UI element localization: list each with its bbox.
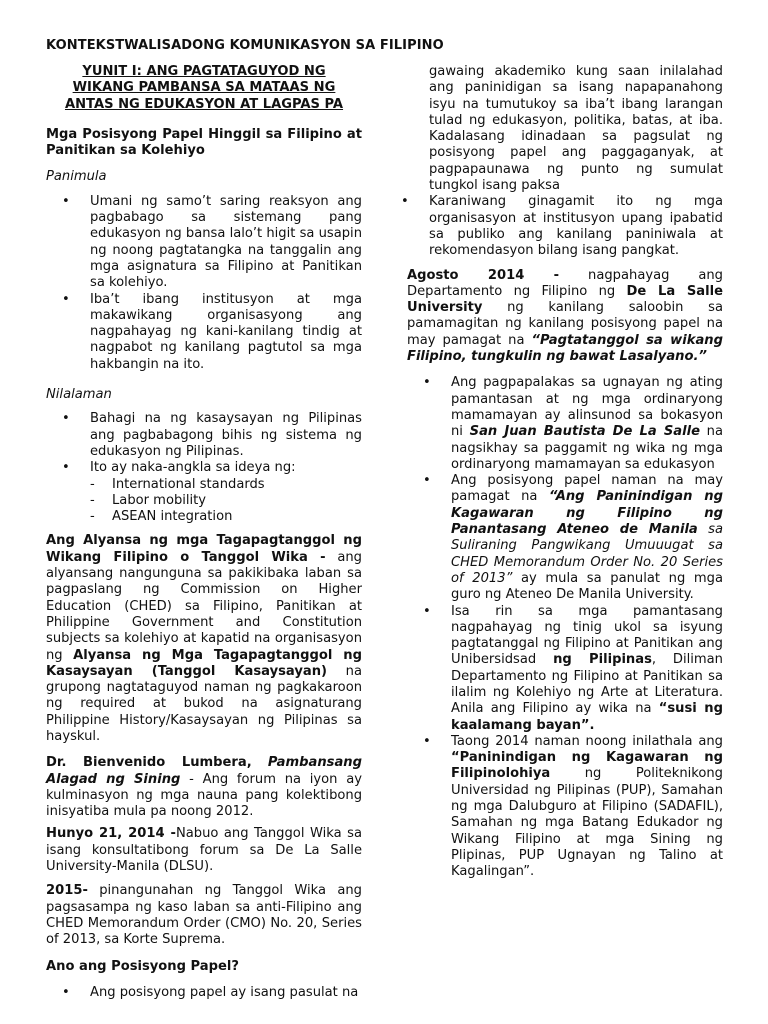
b1-text-2: na nagsikhay sa paggamit ng wika ng mga ordinaryong mamamayan sa edukasyon: [451, 424, 723, 472]
b2-emph: “Ang Paninindigan ng Kagawaran ng Filipino ng Panantasang Ateneo de Manila: [451, 489, 724, 538]
list-item-continued: gawaing akademiko kung saan inilalahad ang paninidigan sa isang napapanahong isyu na tumutukoy sa iba’t ibang larangan tulad ng edukasyon, politika, batas, at iba. Kadalasang idinadaan sa pagsulat ng posisyong papel ang paggaganyak, at pagpapaunawa ng punto ng sumulat tungkol isang paksa: [429, 64, 723, 194]
posisyong-papel-heading: Ano ang Posisyong Papel?: [46, 958, 239, 974]
b1-emph: San Juan Bautista De La Salle: [469, 424, 700, 440]
unit-title: YUNIT I: ANG PAGTATAGUYOD NG WIKANG PAMBANSA SA MATAAS NG ANTAS NG EDUKASYON AT LAGPAS PA: [64, 64, 344, 112]
list-item: [451, 734, 723, 881]
list-item: • Karaniwang ginagamit ito ng mga organisasyon at institusyon upang ipabatid sa publiko ang kanilang paniniwala at rekomendasyon bilang isang pangkat.: [429, 194, 723, 259]
list-item: • Bahagi na ng kasaysayan ng Pilipinas ang pagbabagong bihis ng sistema ng edukasyon ng Pilipinas.: [90, 411, 362, 460]
b4-bold: “Paninindigan ng Kagawaran ng Filipinolohiya: [451, 750, 723, 782]
lumbera-paragraph: [46, 755, 362, 820]
lumbera-text: - Ang forum na iyon ay kulminasyon ng mga nauna pang kolektibong inisyatiba mula pa noong 2012.: [46, 771, 362, 820]
alyansa-text: ang alyansang nangunguna sa pakikibaka laban sa pagpaslang ng Commission on Higher Education (CHED) sa Filipino, Panitikan at Philippine Government and Constitution subjects sa kolehiyo at kapatid na organisasyon ng: [46, 549, 362, 663]
idea-item: - ASEAN integration: [112, 509, 362, 525]
b3-bold-2: “susi ng kaalamang bayan”.: [451, 701, 723, 733]
ideas-list: [90, 477, 362, 526]
list-item: [451, 375, 723, 473]
y2015-paragraph: [46, 883, 362, 948]
b4-text: Taong 2014 naman noong inilathala ang: [451, 733, 723, 749]
b1-text: Ang pagpapalakas sa ugnayan ng ating pamantasan at ng mga ordinaryong mamamayan ay alinsunod sa bokasyon ni: [451, 375, 723, 440]
b3-bold: ng Pilipinas: [553, 652, 652, 668]
left-column: [46, 64, 362, 1001]
nilalaman-list: [46, 411, 362, 525]
right-column: [407, 64, 723, 881]
section-heading: Mga Posisyong Papel Hinggil sa Filipino at Panitikan sa Kolehiyo: [46, 126, 362, 159]
list-item: • Ang posisyong papel ay isang pasulat na: [90, 985, 362, 1001]
hunyo-paragraph: [46, 826, 362, 875]
alyansa-bold: Ang Alyansa ng mga Tagapagtanggol ng Wikang Filipino o Tanggol Wika -: [46, 533, 362, 565]
alyansa-paragraph: [46, 533, 362, 745]
agosto-text-2: ng kanilang saloobin sa pamamagitan ng kanilang posisyong papel na may pamagat na: [407, 300, 723, 348]
list-item: [90, 460, 362, 525]
b3-text-2: , Diliman Departamento ng Filipino at Panitikan sa ilalim ng Kolehiyo ng Arte at Literatura. Anila ang Filipino ay wika na: [451, 652, 723, 717]
idea-item: - Labor mobility: [112, 493, 362, 509]
y2015-text: pinangunahan ng Tanggol Wika ang pagsasampa ng kaso laban sa anti-Filipino ang CHED Memorandum Order (CMO) No. 20, Series of 2013, sa Korte Suprema.: [46, 883, 362, 948]
tanggol-kasaysayan-bold: Alyansa ng Mga Tagapagtanggol ng Kasaysayan (Tanggol Kasaysayan): [46, 647, 362, 679]
list-item: • Iba’t ibang institusyon at mga makawikang organisasyong ang nagpahayag ng kani-kanilang tindig at nagpabot ng kanilang pagtutol sa mga hakbangin na ito.: [90, 292, 362, 373]
posisyong-papel-list-continued: [407, 64, 723, 260]
document-title: KONTEKSTWALISADONG KOMUNIKASYON SA FILIPINO: [46, 38, 444, 53]
alyansa-text-2: na grupong nagtataguyod naman ng pagkakaroon ng required at bukod na asignaturang Philippine History/Kasaysayan ng Pilipinas sa hayskul.: [46, 663, 362, 744]
list-item-text: Ito ay naka-angkla sa ideya ng:: [90, 460, 296, 476]
posisyong-papel-list-start: [46, 985, 362, 1001]
y2015-date: 2015-: [46, 883, 88, 899]
agosto-text: nagpahayag ang Departamento ng Filipino ng: [407, 267, 723, 299]
hunyo-text: Nabuo ang Tanggol Wika sa isang konsultatibong forum sa De La Salle University-Manila (DLSU).: [46, 826, 362, 875]
hunyo-date: Hunyo 21, 2014 -: [46, 826, 176, 842]
b2-text-2: ay mula sa panulat ng mga guro ng Ateneo De Manila University.: [451, 570, 723, 603]
right-list: [407, 375, 723, 880]
idea-item: - International standards: [112, 477, 362, 493]
panimula-label: Panimula: [46, 169, 107, 185]
panimula-list: [46, 194, 362, 373]
lumbera-title: Pambansang Alagad ng Sining: [46, 755, 362, 787]
b3-text: Isa rin sa mga pamantasang nagpahayag ng tinig ukol sa isyung pagtatanggal ng Filipino at Panitikan ang Unibersidsad: [451, 603, 723, 668]
list-item: [451, 604, 723, 734]
agosto-date: Agosto 2014 -: [407, 267, 560, 283]
list-item: [451, 473, 723, 603]
b2-text: Ang posisyong papel naman na may pamagat na: [451, 473, 723, 505]
lumbera-name: Dr. Bienvenido Lumbera,: [46, 755, 252, 771]
nilalaman-label: Nilalaman: [46, 387, 112, 403]
dlsu-title: “Pagtatanggol sa wikang Filipino, tungkulin ng bawat Lasalyano.”: [407, 332, 724, 365]
agosto-paragraph: [407, 268, 723, 366]
dlsu-bold: De La Salle University: [407, 283, 723, 316]
b4-text-2: ng Politeknikong Universidad ng Pilipinas (PUP), Samahan ng mga Dalubguro at Filipino (SADAFIL), Samahan ng mga Batang Edukador ng Wikang Filipino at mga Sining ng Plipinas, PUP Ugnayan ng Talino at Kagalingan”.: [451, 766, 723, 880]
b2-italic: sa Suliraning Pangwikang Umuuugat sa CHED Memorandum Order No. 20 Series of 2013”: [451, 522, 723, 586]
list-item: • Umani ng samo’t saring reaksyon ang pagbabago sa sistemang pang edukasyon ng bansa lalo’t higit sa usapin ng noong pagtatangka na tanggalin ang mga asignatura sa Filipino at Panitikan sa kolehiyo.: [90, 194, 362, 292]
